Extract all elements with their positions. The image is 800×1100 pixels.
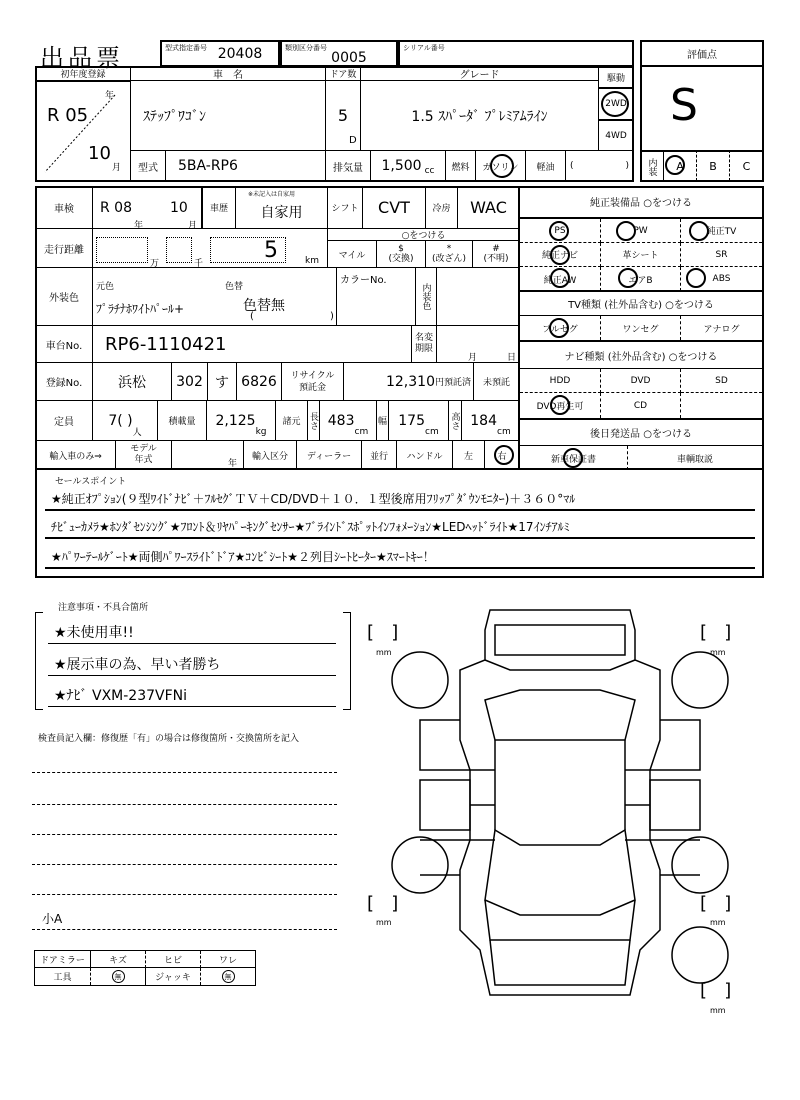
note-line: ★ﾅﾋﾞ VXM-237VFNi [48,686,336,707]
load-unit: kg [255,426,267,437]
sales-point-line: ★ﾊﾟﾜｰﾃｰﾙｹﾞｰﾄ★両側ﾊﾟﾜｰｽﾗｲﾄﾞﾄﾞｱ★ｺﾝﾋﾞｼｰﾄ★２列目ｼｰﾄﾋｰﾀｰ★ｽﾏｰﾄｷｰ！ [45,547,755,569]
navi-hdd[interactable]: HDD [520,369,601,393]
sales-point-label: セールスポイント [55,477,127,487]
inspection-label: 車検 [35,186,93,229]
nc-day: 日 [507,353,517,363]
height-cell [461,400,520,441]
reg-class: 302 [171,362,208,401]
interior-color-value [436,267,520,326]
note-line: ★未使用車!! [48,623,336,644]
jack-label: ジャッキ [146,968,201,985]
month-unit: 月 [112,163,122,173]
car-name-label: 車 名 [130,66,326,81]
inspector-line [32,929,337,930]
sales-point-line: ★純正ｵﾌﾟｼｮﾝ(９型ﾜｲﾄﾞﾅﾋﾞ＋ﾌﾙｾｸﾞＴＶ＋CD/DVD＋１０．１型後席用ﾌﾘｯﾌﾟﾀﾞｳﾝﾓﾆﾀｰ)＋３６０°ﾏﾙ [45,489,755,511]
shift-value: CVT [362,186,426,229]
tire-unit: mm [376,918,392,927]
handle-right[interactable]: 右 [484,440,520,470]
class-value: 0005 [331,49,367,66]
inspector-line [32,834,337,835]
wheel-rear-right [672,837,728,893]
doors-unit: D [349,135,357,146]
jack-none-circle: 無 [222,970,235,983]
model-value: 5BA-RP6 [165,150,326,182]
note-line: ★展示車の為、早い者勝ち [48,655,336,676]
fuel-other[interactable] [565,150,634,182]
displacement-cell [370,150,446,182]
mileage-box [166,237,192,263]
capacity-cell [92,400,158,441]
fuel-diesel[interactable]: 軽油 [525,150,566,182]
tools-label: 工具 [35,968,91,985]
import-type-label: 輸入区分 [243,440,297,470]
km-unit: km [305,256,319,266]
later-manual[interactable]: 車輌取説 [676,454,713,465]
load-value: 2,125 [215,412,256,429]
tire-unit: mm [376,648,392,657]
navi-header: ナビ種類 (社外品含む) ○をつける [518,340,764,369]
load-label: 積載量 [157,400,207,441]
year-unit: 年 [134,221,144,231]
doors-value: 5 [325,80,361,151]
tire-bracket: [ ] [700,893,732,914]
sen-unit: 千 [194,259,204,269]
mileage-mark-label: ○をつける [327,228,520,241]
length-label: 長さ [307,400,320,441]
handle-label: ハンドル [396,440,453,470]
import-parallel[interactable]: 並行 [361,440,397,470]
month-unit: 月 [188,221,198,231]
bracket-left [35,612,43,710]
tire-bracket: [ ] [700,980,732,1001]
mirror-crack[interactable]: ヒビ [146,951,201,968]
recycle-cell [343,362,474,401]
inspector-remark: 小A [42,912,63,926]
man-unit: 万 [150,259,160,269]
later-warranty[interactable]: 新車保証書 [520,446,628,470]
equip-abs[interactable]: ABS [712,274,731,284]
reg-label: 登録No. [35,362,93,401]
mileage-label: 走行距離 [35,228,93,268]
color-label: 外装色 [35,267,93,326]
width-value: 175 [398,412,425,429]
displacement-value: 1,500 [381,158,422,174]
label: シリアル番号 [403,44,445,52]
recycle-label: リサイクル預託金 [281,362,344,401]
equip-genuine-navi[interactable]: 純正ナビ [520,243,601,267]
tools-value[interactable] [91,968,146,985]
reg-number: 6826 [236,362,282,401]
repaint-label: 色替 [225,282,244,292]
recycle-unit: 円預託済 [434,378,471,388]
inspector-label: 検査員記入欄：修復歴「有」の場合は修復箇所・交換箇所を記入 [38,734,300,744]
navi-cd[interactable]: CD [601,393,681,418]
grade-label: グレード [360,66,599,81]
first-reg-month: 10 [88,143,111,164]
tire-unit: mm [710,648,726,657]
class-cell [280,40,398,67]
color-cell [92,267,337,326]
length-value: 483 [327,412,355,429]
load-cell [206,400,276,441]
shift-label: シフト [327,186,363,229]
reg-kana: す [207,362,237,401]
paren-open: ( [250,311,254,322]
navi-sd[interactable]: SD [681,369,762,393]
drive-4wd[interactable]: 4WD [598,120,634,151]
model-year-unit: 年 [227,458,237,469]
jack-value[interactable] [201,968,255,985]
wheel-rear-left [392,837,448,893]
first-reg-label: 初年度登録 [35,66,131,81]
equipment-grid [520,219,762,291]
model-year-cell [171,440,244,470]
repaint-value: 色替無 [243,298,285,314]
import-label: 輸入車のみ⇒ [35,440,116,470]
chassis-value: RP6-1110421 [92,325,412,363]
doors-label: ドア数 [325,66,361,81]
tv-fullseg[interactable]: フルセグ [520,316,601,340]
fuel-gasoline[interactable]: ガソリン [475,150,526,182]
bracket-right [343,612,351,710]
fuel-label: 燃料 [445,150,476,182]
tv-oneseg[interactable]: ワンセグ [601,316,681,340]
mileage-value: 5 [264,238,278,263]
cm-unit: cm [425,426,439,437]
wheel-front-right [672,652,728,708]
type-cert-cell [160,40,280,67]
interior-color-label: 内装色 [415,267,437,326]
tv-header: TV種類 (社外品含む) ○をつける [518,290,764,316]
wheel-front-left [392,652,448,708]
spare-wheel [672,927,728,983]
width-label: 幅 [376,400,389,441]
grade-value: 1.5 ｽﾊﾟｰﾀﾞ ﾌﾟﾚﾐｱﾑﾗｲﾝ [360,80,599,151]
usage-value: 自家用 [235,186,328,229]
drive-label: 駆動 [598,66,634,88]
mirror-label: ドアミラー [35,951,91,968]
interior-label: 内装 [641,150,664,181]
handle-left[interactable]: 左 [452,440,485,470]
color-no-label: カラーNo. [336,267,416,326]
equip-airbag[interactable]: エアB [601,267,681,291]
interior-option-c[interactable]: C [730,150,763,181]
equip-genuine-aw[interactable]: 純正AW [520,267,601,291]
equip-leather-seat[interactable]: 革シート [601,243,681,267]
mirror-broken[interactable]: ワレ [201,951,255,968]
interior-option-a[interactable]: A [664,150,697,181]
nc-month: 月 [468,353,478,363]
interior-option-b[interactable]: B [697,150,730,181]
tire-bracket: [ ] [367,622,399,643]
equipment-header: 純正装備品 ○をつける [518,186,764,219]
inspector-line [32,894,337,895]
mileage-mark-replaced[interactable]: $ (交換) [376,240,426,268]
tools-none-circle: 無 [112,970,125,983]
height-label: 高さ [448,400,462,441]
equip-ps[interactable]: PS [520,219,601,243]
width-cell [388,400,449,441]
capacity-label: 定員 [35,400,93,441]
navi-dvd[interactable]: DVD [601,369,681,393]
equip-sunroof[interactable]: SR [681,243,762,267]
score-value: S [670,80,698,131]
inspector-line [32,804,337,805]
sheet-title: 出品票 [40,44,124,72]
cm-unit: cm [354,426,369,437]
usage-label: 車歴 [202,186,236,229]
paren-open: ( [570,161,574,171]
recycle-none[interactable]: 未預託 [473,362,520,401]
mileage-mark-mile[interactable]: マイル [327,240,377,268]
notes-label: 注意事項・不具合箇所 [58,603,149,613]
orig-color-value: ﾌﾟﾗﾁﾅﾎﾜｲﾄﾊﾟｰﾙ+ [96,302,185,316]
year-unit: 年 [105,91,115,101]
inspector-line [32,864,337,865]
drive-2wd[interactable]: 2WD [598,88,634,120]
ac-value: WAC [457,186,520,229]
inspection-month: 10 [170,200,188,216]
length-cell [319,400,377,441]
sales-point-line: ﾁﾋﾞｭｰｶﾒﾗ★ﾎﾝﾀﾞｾﾝｼﾝｸﾞ★ﾌﾛﾝﾄ＆ﾘﾔﾊﾟｰｷﾝｸﾞｾﾝｻｰ★ﾌﾞﾗｲﾝﾄﾞｽﾎﾟｯﾄｲﾝﾌｫﾒｰｼｮﾝ★LEDﾍｯﾄﾞﾗｲﾄ★17ｲﾝﾁｱﾙﾐ [45,517,755,539]
name-change-label: 名変期限 [411,325,437,363]
car-outline [420,610,700,995]
equip-genuine-tv[interactable]: 純正TV [681,219,762,243]
car-name: ｽﾃｯﾌﾟﾜｺﾞﾝ [130,80,326,151]
height-value: 184 [470,412,497,429]
capacity-unit: 人 [132,428,142,438]
displacement-unit: cc [424,166,435,176]
mileage-mark-tampered[interactable]: * (改ざん) [425,240,473,268]
inspector-line [32,772,337,773]
reg-area: 浜松 [92,362,172,401]
cm-unit: cm [497,426,511,437]
tire-unit: mm [710,1006,726,1015]
usage-note: ※未記入は自家用 [248,191,296,198]
spec-label: 諸元 [275,400,308,441]
tire-bracket: [ ] [700,622,732,643]
orig-color-label: 元色 [96,282,115,292]
paren-close: ) [330,311,334,322]
car-damage-diagram [360,600,760,1020]
capacity-value: 7( ) [108,412,133,429]
equip-pw[interactable]: PW [601,219,681,243]
inspection-year: R 08 [100,200,132,216]
recycle-value: 12,310 [385,373,435,390]
chassis-label: 車台No. [35,325,93,363]
mileage-box [96,237,148,263]
navi-dvd-playback[interactable]: DVD再生可 [520,393,601,418]
paren-close: ) [625,161,629,171]
tire-unit: mm [710,918,726,927]
type-cert-value: 20408 [217,45,263,62]
mileage-mark-unknown[interactable]: # (不明) [472,240,520,268]
model-year-label: モデル年式 [115,440,172,470]
tv-analog[interactable]: アナログ [703,324,740,335]
import-dealer[interactable]: ディーラー [296,440,362,470]
mirror-table [34,950,256,986]
mirror-scratch[interactable]: キズ [91,951,146,968]
model-label: 型式 [130,150,166,182]
label: 類別区分番号 [285,44,327,52]
label: 型式指定番号 [165,44,207,52]
displacement-label: 排気量 [325,150,371,182]
tire-bracket: [ ] [367,893,399,914]
first-reg-year: R 05 [47,105,89,126]
ac-label: 冷房 [425,186,458,229]
score-label: 評価点 [641,41,763,67]
later-header: 後日発送品 ○をつける [518,418,764,446]
serial-cell [398,40,634,67]
